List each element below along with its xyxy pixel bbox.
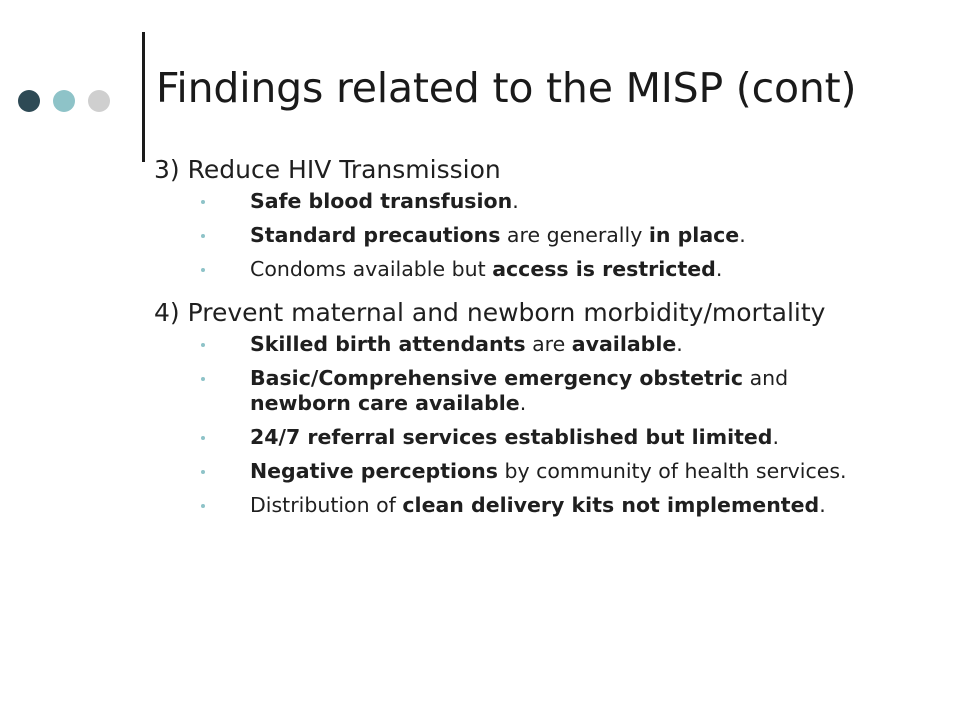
bullet-dot-icon [201,268,205,272]
text: . [819,493,826,517]
bold-text: in place [648,223,740,247]
bold-text: newborn care available [250,391,520,415]
bullet-dot-icon [201,343,205,347]
bullet-item [154,493,860,518]
bullet-dot-icon [201,470,205,474]
section-1 [154,155,954,282]
text: by community of health services. [497,459,847,483]
bold-text: access is restricted [492,257,716,281]
dot-gray [88,90,110,112]
bold-text: Negative perceptions [250,459,498,483]
bullet-item [154,223,860,248]
bold-text: clean delivery kits not implemented [402,493,820,517]
text: are [525,332,572,356]
bullet-item [154,425,860,450]
bullet-item [154,366,860,416]
text: Condoms available but [250,257,493,281]
slide-body [154,155,954,534]
section-heading: 3) Reduce HIV Transmission [154,155,501,184]
bullet-item [154,189,860,214]
text: . [519,391,527,415]
decorative-dots [18,90,110,112]
section-2 [154,298,954,518]
text: . [676,332,683,356]
text: . [739,223,746,247]
bullet-dot-icon [201,200,205,204]
bold-text: 24/7 referral services established but limited [250,425,773,449]
bullet-list [154,332,954,518]
text: . [715,257,723,281]
bold-text: Skilled birth attendants [250,332,526,356]
title-divider-line [142,32,145,162]
bullet-item [154,459,860,484]
bold-text: Standard precautions [250,223,501,247]
dot-dark [18,90,40,112]
slide-title: Findings related to the MISP (cont) [156,64,857,112]
bold-text: Safe blood transfusion [250,189,513,213]
text: are generally [500,223,649,247]
bold-text: Basic/Comprehensive emergency obstetric [250,366,744,390]
section-heading: 4) Prevent maternal and newborn morbidity/mortality [154,298,826,327]
text: and [743,366,789,390]
bullet-item [154,257,860,282]
bullet-dot-icon [201,234,205,238]
bullet-dot-icon [201,504,205,508]
dot-teal [53,90,75,112]
text: . [512,189,519,213]
bullet-list [154,189,954,282]
bullet-item [154,332,860,357]
text: . [772,425,780,449]
bold-text: available [571,332,677,356]
bullet-dot-icon [201,377,205,381]
bullet-dot-icon [201,436,205,440]
text: Distribution of [250,493,403,517]
